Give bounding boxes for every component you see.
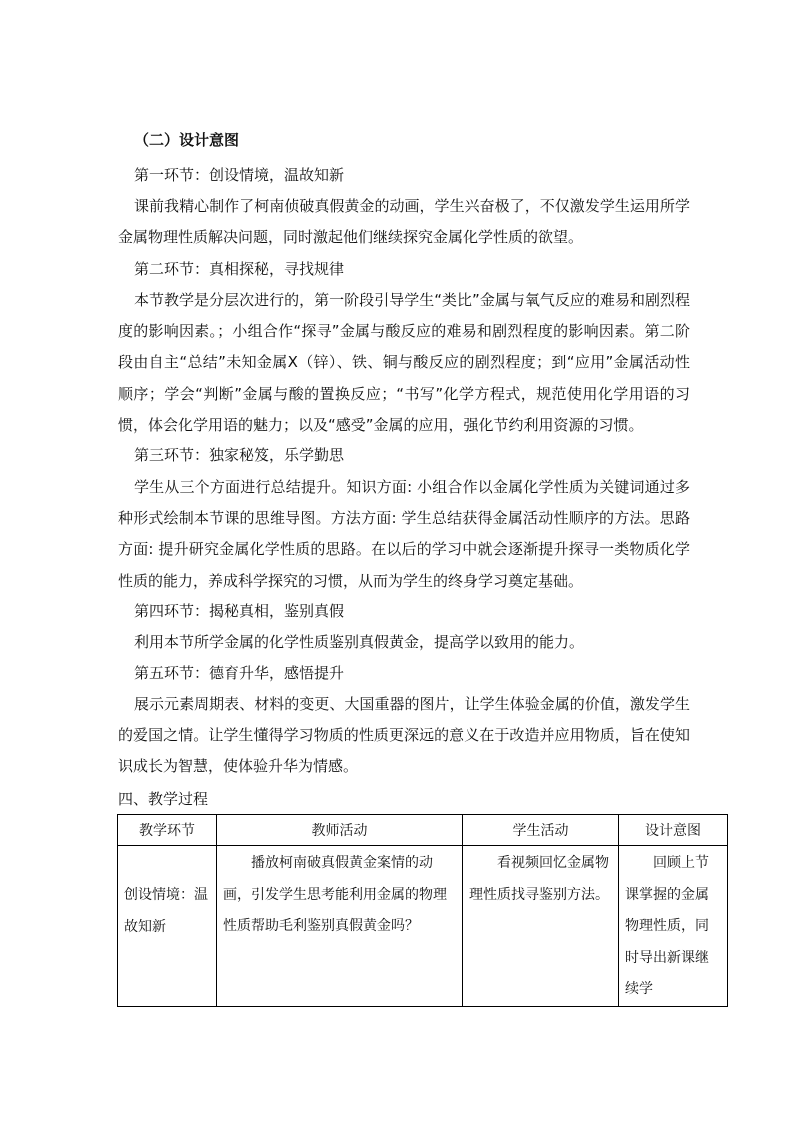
table-header-cell: 设计意图 (619, 815, 728, 846)
process-heading: 四、教学过程 (118, 790, 209, 808)
teacher-activity-cell: 播放柯南破真假黄金案情的动画，引发学生思考能利用金属的物理性质帮助毛利鉴别真假黄金吗？ (217, 846, 463, 1007)
step2-paragraph: 本节教学是分层次进行的，第一阶段引导学生“类比”金属与氧气反应的难易和剧烈程度的影响因素。；小组合作“探寻”金属与酸反应的难易和剧烈程度的影响因素。第二阶段由自主“总结”未知金属X（锌）、铁、铜与酸反应的剧烈程度；到“应用”金属活动性顺序；学会“判断”金属与酸的置换反应；“书写”化学方程式，规范使用化学用语的习惯，体会化学用语的魅力；以及“感受”金属的应用，强化节约利用资源的习惯。 (118, 291, 690, 434)
step4-paragraph: 利用本节所学金属的化学性质鉴别真假黄金，提高学以致用的能力。 (134, 633, 585, 651)
step5-paragraph: 展示元素周期表、材料的变更、大国重器的图片，让学生体验金属的价值，激发学生的爱国之情。让学生懂得学习物质的性质更深远的意义在于改造并应用物质，旨在使知识成长为智慧，使体验升华为情感。 (118, 695, 690, 776)
step2-title: 第二环节：真相探秘，寻找规律 (134, 260, 345, 278)
table-header-cell: 学生活动 (463, 815, 619, 846)
step3-title: 第三环节：独家秘笈，乐学勤思 (134, 446, 345, 464)
table-header-cell: 教师活动 (217, 815, 463, 846)
step5-title: 第五环节：德育升华，感悟提升 (134, 664, 345, 682)
step4-title: 第四环节：揭秘真相，鉴别真假 (134, 602, 345, 620)
table-header-row (118, 815, 728, 846)
design-intent-cell: 回顾上节课掌握的金属物理性质，同时导出新课继续学 (619, 846, 728, 1007)
table-header-cell: 教学环节 (118, 815, 217, 846)
student-activity-cell: 看视频回忆金属物理性质找寻鉴别方法。 (463, 846, 619, 1007)
design-intent-heading: （二）设计意图 (134, 131, 240, 149)
table-row (118, 846, 728, 1007)
step1-title: 第一环节：创设情境，温故知新 (134, 166, 345, 184)
teaching-process-table (117, 814, 728, 1007)
stage-cell: 创设情境：温故知新 (118, 846, 217, 1007)
step1-paragraph: 课前我精心制作了柯南侦破真假黄金的动画，学生兴奋极了，不仅激发学生运用所学金属物理性质解决问题，同时激起他们继续探究金属化学性质的欲望。 (118, 197, 690, 247)
step3-paragraph: 学生从三个方面进行总结提升。知识方面: 小组合作以金属化学性质为关键词通过多种形式绘制本节课的思维导图。方法方面: 学生总结获得金属活动性顺序的方法。思路方面: 提升研究金属化学性质的思路。在以后的学习中就会逐渐提升探寻一类物质化学性质的能力，养成科学探究的习惯，从而为学生的终身学习奠定基础。 (118, 478, 690, 590)
